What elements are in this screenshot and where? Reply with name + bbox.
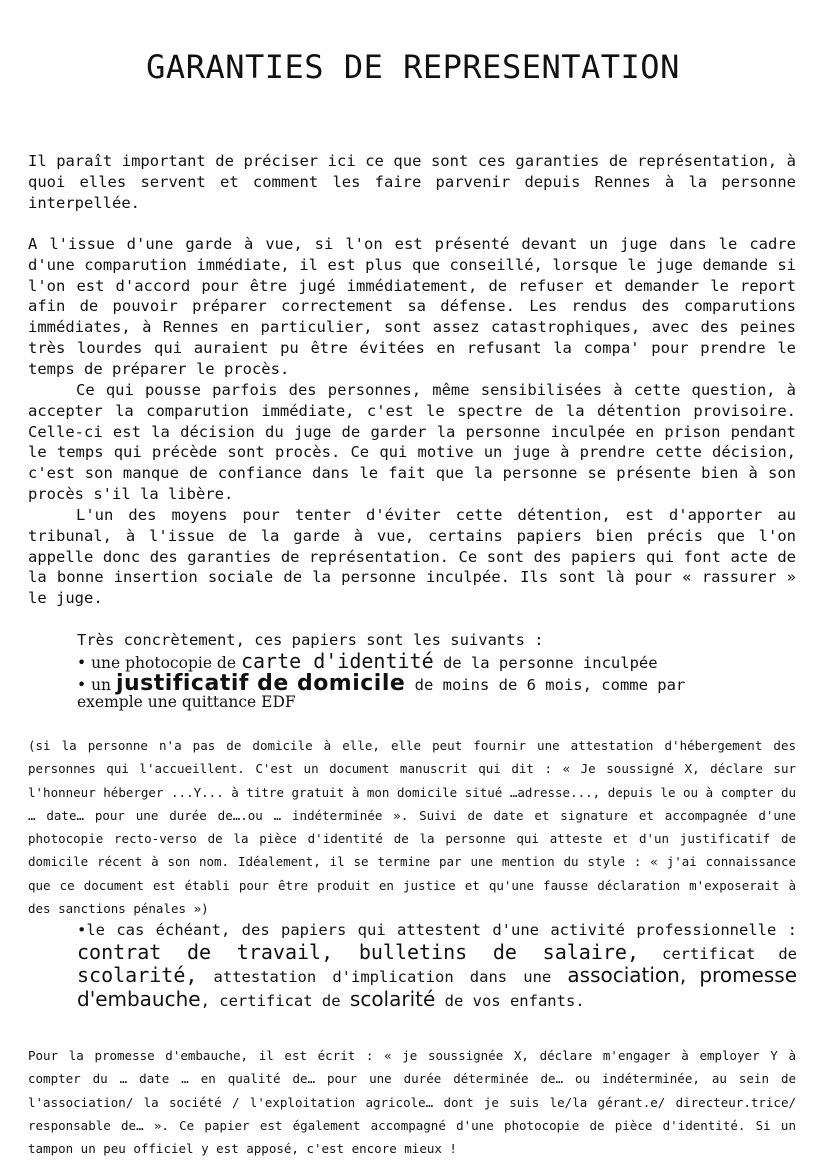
emphasis-carte-identite: carte d'identité: [240, 648, 434, 673]
list-item-domicile: • un justificatif de domicile de moins de 6 mois, comme par: [77, 670, 686, 696]
page-title: GARANTIES DE REPRESENTATION: [146, 48, 680, 86]
hebergement-note: (si la personne n'a pas de domicile à elle, elle peut fournir une attestation d'hébergement des personnes qui l'accueillent. C'est un document manuscrit qui dit : « Je soussigné X, déclare sur l'honneur héberger ...Y... à titre gratuit à mon domicile situé …adresse..., depuis le ou à compter du … date… pour une durée de….ou … indéterminée ». Suivi de date et signature et accompagnée d'une photocopie recto-verso de la pièce d'identité de la personne qui atteste et d'un justificatif de domicile récent à son nom. Idéalement, il se termine par une mention du style : « j'ai connaissance que ce document est établi pour être produit en justice et qu'une fausse déclaration m'exposerait à des sanctions pénales »): [28, 738, 796, 917]
detention-paragraph: Ce qui pousse parfois des personnes, même sensibilisées à cette question, à accepter la comparution immédiate, c'est le spectre de la détention provisoire. Celle-ci est la décision du juge de garder la personne inculpée en prison pendant le temps qui précède sont procès. Ce qui motive un juge à prendre cette décision, c'est son manque de confiance dans le fait que la personne se présente bien à son procès s'il la libère.: [28, 381, 796, 503]
embauche-note: Pour la promesse d'embauche, il est écrit : « je soussignée X, déclare m'engager à employer Y à compter du … date … en qualité de… pour une durée déterminée de… ou indéterminée, au sein de l'association/ la société / l'exploitation agricole… dont je suis le/la gérant.e/ directeur.trice/ responsable de… ». Ce papier est également accompagné d'une photocopie de pièce d'identité. Si un tampon un peu officiel y est apposé, c'est encore mieux !: [28, 1048, 796, 1157]
garanties-paragraph: L'un des moyens pour tenter d'éviter cette détention, est d'apporter au tribunal, à l'issue de la garde à vue, certains papiers bien précis que l'on appelle donc des garanties de représentation. Ce sont des papiers qui font acte de la bonne insertion sociale de la personne inculpée. Ils sont là pour « rassurer » le juge.: [28, 506, 796, 608]
emphasis-justificatif-domicile: justificatif de domicile: [115, 670, 406, 696]
list-intro: Très concrètement, ces papiers sont les suivants :: [77, 631, 544, 649]
list-item-domicile-continuation: exemple une quittance EDF: [77, 693, 296, 711]
papers-list: [77, 630, 797, 695]
list-item-id-card: • une photocopie de carte d'identité de la personne inculpée: [77, 648, 658, 673]
comparution-paragraph: A l'issue d'une garde à vue, si l'on est présenté devant un juge dans le cadre d'une comparution immédiate, il est plus que conseillé, lorsque le juge demande si l'on est d'accord pour être jugé immédiatement, de refuser et demander le report afin de pouvoir préparer correctement sa défense. Les rendus des comparutions immédiates, à Rennes en particulier, sont assez catastrophiques, avec des peines très lourdes qui auraient pu être évitées en refusant la compa' pour prendre le temps de préparer le procès.: [28, 235, 796, 378]
intro-paragraph: Il paraît important de préciser ici ce que sont ces garanties de représentation, à quoi elles servent et comment les faire parvenir depuis Rennes à la personne interpellée.: [28, 152, 796, 212]
list-item-activite: •le cas échéant, des papiers qui attestent d'une activité professionnelle : contrat de travail, bulletins de salaire, certificat de scolarité, attestation d'implication dans une association, promesse d'embauche, certificat de scolarité de vos enfants.: [77, 921, 798, 1011]
